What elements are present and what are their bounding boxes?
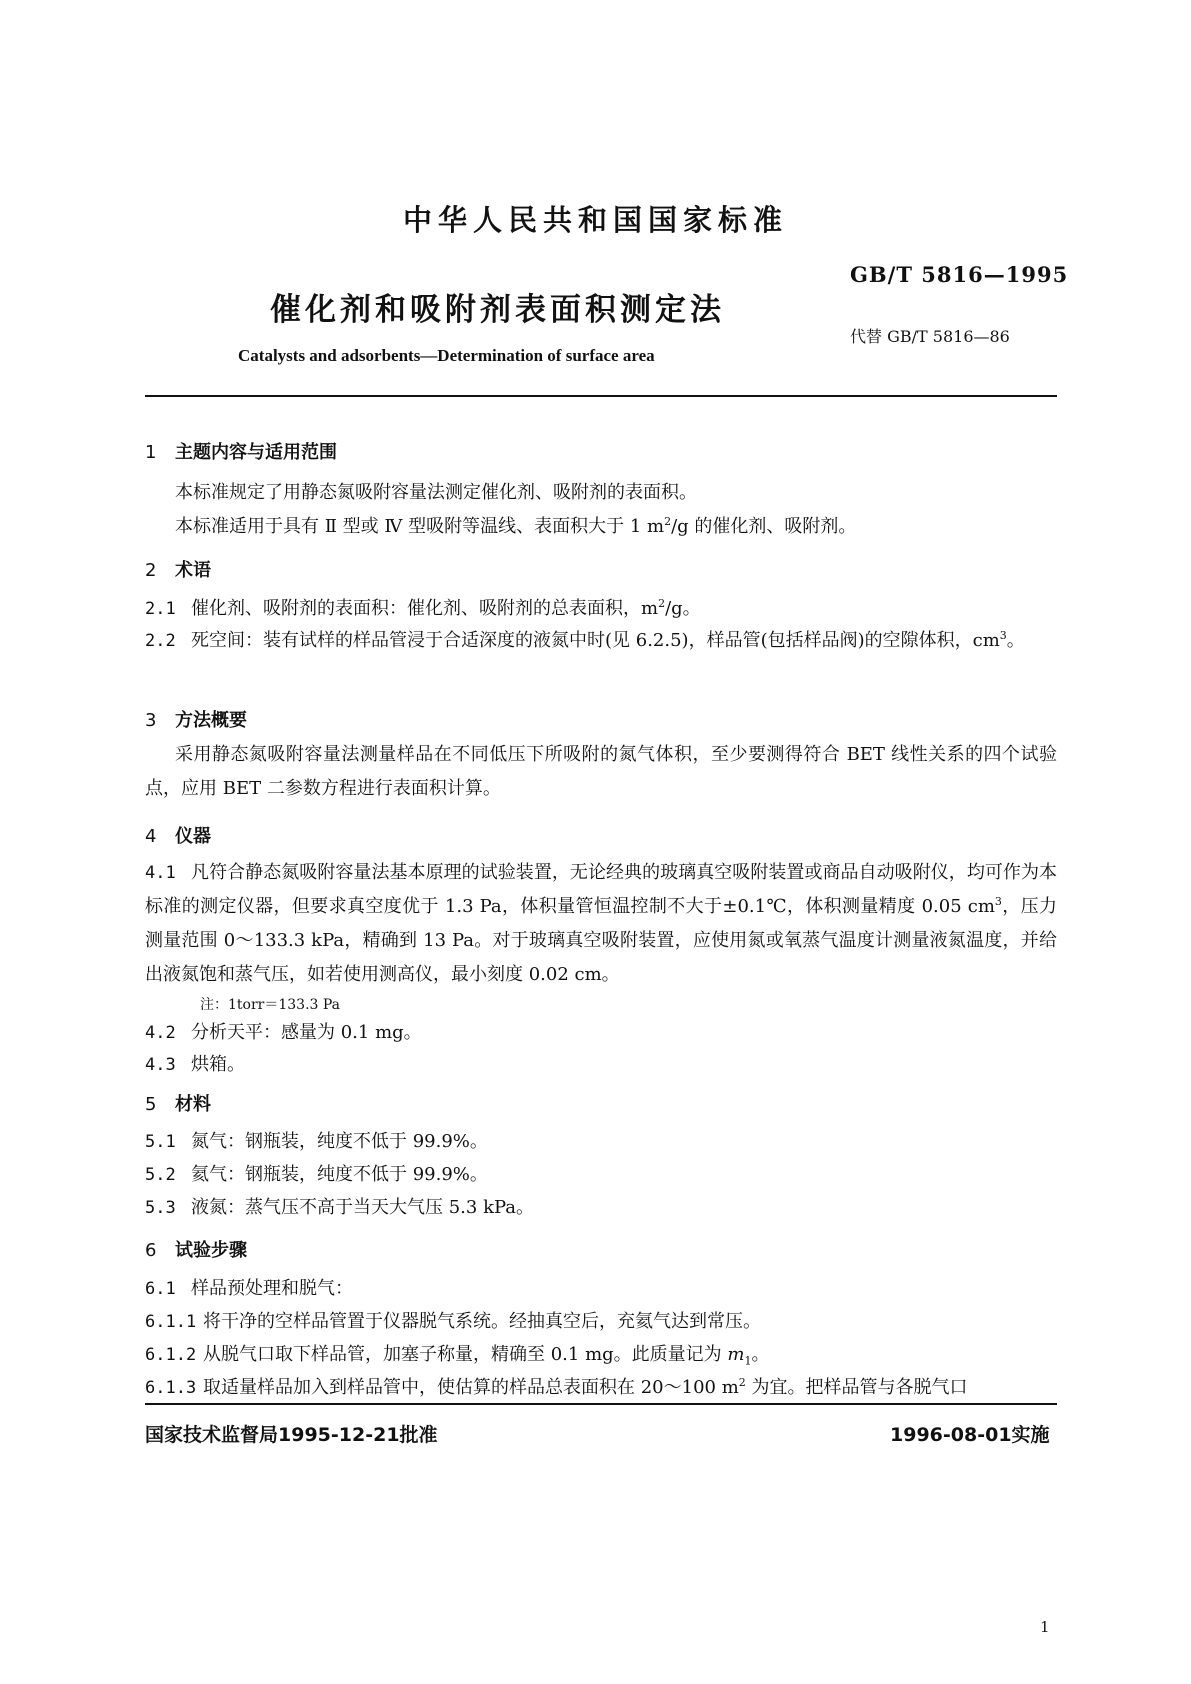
section-4-heading [145, 822, 211, 848]
section-number: 1 [145, 442, 157, 463]
note: 注：1torr＝133.3 Pa [200, 997, 341, 1013]
footer-divider [145, 1403, 1057, 1405]
replaces-note: 代替 GB/T 5816—86 [850, 327, 1010, 346]
clause-5-2: 5.2 氦气：钢瓶装，纯度不低于 99.9%。 [145, 1164, 488, 1185]
section-title: 仪器 [175, 826, 211, 847]
clause-6-1-3: 6.1.3 取适量样品加入到样品管中，使估算的样品总表面积在 20～100 $m^2$ 为宜。把样品管与各脱气口 [145, 1376, 968, 1398]
section-number: 3 [145, 710, 157, 731]
standard-heading: 中华人民共和国国家标准 [402, 203, 788, 237]
clause-6-1-1: 6.1.1 将干净的空样品管置于仪器脱气系统。经抽真空后，充氦气达到常压。 [145, 1311, 761, 1332]
section-title: 材料 [175, 1094, 211, 1115]
section-title: 试验步骤 [175, 1240, 247, 1261]
paragraph: 采用静态氮吸附容量法测量样品在不同低压下所吸附的氮气体积，至少要测得符合 BET 线性关系的四个试验点，应用 BET 二参数方程进行表面积计算。 [145, 744, 1057, 799]
document-title: 催化剂和吸附剂表面积测定法 [270, 292, 725, 328]
clause-4-2: 4.2 分析天平：感量为 0.1 mg。 [145, 1022, 422, 1043]
paragraph: 本标准适用于具有 Ⅱ 型或 Ⅳ 型吸附等温线、表面积大于 1 $m^2/g$ 的催化剂、吸附剂。 [175, 515, 857, 537]
clause-6-1-2: 6.1.2 从脱气口取下样品管，加塞子称量，精确至 0.1 mg。此质量记为 $m_1$。 [145, 1344, 770, 1368]
section-number: 6 [145, 1240, 157, 1261]
clause-2-1: 2.1 催化剂、吸附剂的表面积：催化剂、吸附剂的总表面积，$m^2/g$。 [145, 597, 701, 619]
clause-2-2: 2.2 死空间：装有试样的样品管浸于合适深度的液氮中时(见 6.2.5)，样品管(包括样品阀)的空隙体积，$cm^3$。 [145, 629, 1025, 651]
clause-4-1: 4.1 凡符合静态氮吸附容量法基本原理的试验装置，无论经典的玻璃真空吸附装置或商品自动吸附仪，均可作为本标准的测定仪器，但要求真空度优于 1.3 Pa，体积量管恒温控制不大于±0.1℃，体积测量精度 0.05 $cm^3$，压力测量范围 0～133.3 kPa，精确到 13 Pa。对于玻璃真空吸附装置，应使用氮或氧蒸气温度计测量液氮温度，并给出液氮饱和蒸气压，如若使用测高仪，最小刻度 0.02 cm。 [145, 862, 1057, 985]
section-number: 2 [145, 560, 157, 581]
section-3-heading [145, 706, 247, 732]
section-1-heading [145, 438, 337, 464]
effective-date: 1996-08-01实施 [890, 1424, 1050, 1446]
section-5-heading [145, 1090, 211, 1116]
clause-5-3: 5.3 液氮：蒸气压不高于当天大气压 5.3 kPa。 [145, 1197, 535, 1218]
clause-6-1: 6.1 样品预处理和脱气： [145, 1278, 353, 1299]
section-number: 5 [145, 1094, 157, 1115]
section-title: 方法概要 [175, 710, 247, 731]
english-title: Catalysts and adsorbents—Determination of surface area [238, 346, 655, 365]
approval-line: 国家技术监督局1995-12-21批准 [145, 1424, 438, 1446]
header-divider [145, 395, 1057, 397]
section-title: 主题内容与适用范围 [175, 442, 337, 463]
clause-5-1: 5.1 氮气：钢瓶装，纯度不低于 99.9%。 [145, 1131, 488, 1152]
paragraph: 本标准规定了用静态氮吸附容量法测定催化剂、吸附剂的表面积。 [175, 482, 697, 503]
section-6-heading [145, 1236, 247, 1262]
section-number: 4 [145, 826, 157, 847]
section-2-heading [145, 556, 211, 582]
clause-4-3: 4.3 烘箱。 [145, 1054, 245, 1075]
page-number: 1 [1040, 1618, 1050, 1636]
section-title: 术语 [175, 560, 211, 581]
standard-code: GB/T 5816—1995 [850, 262, 1069, 287]
